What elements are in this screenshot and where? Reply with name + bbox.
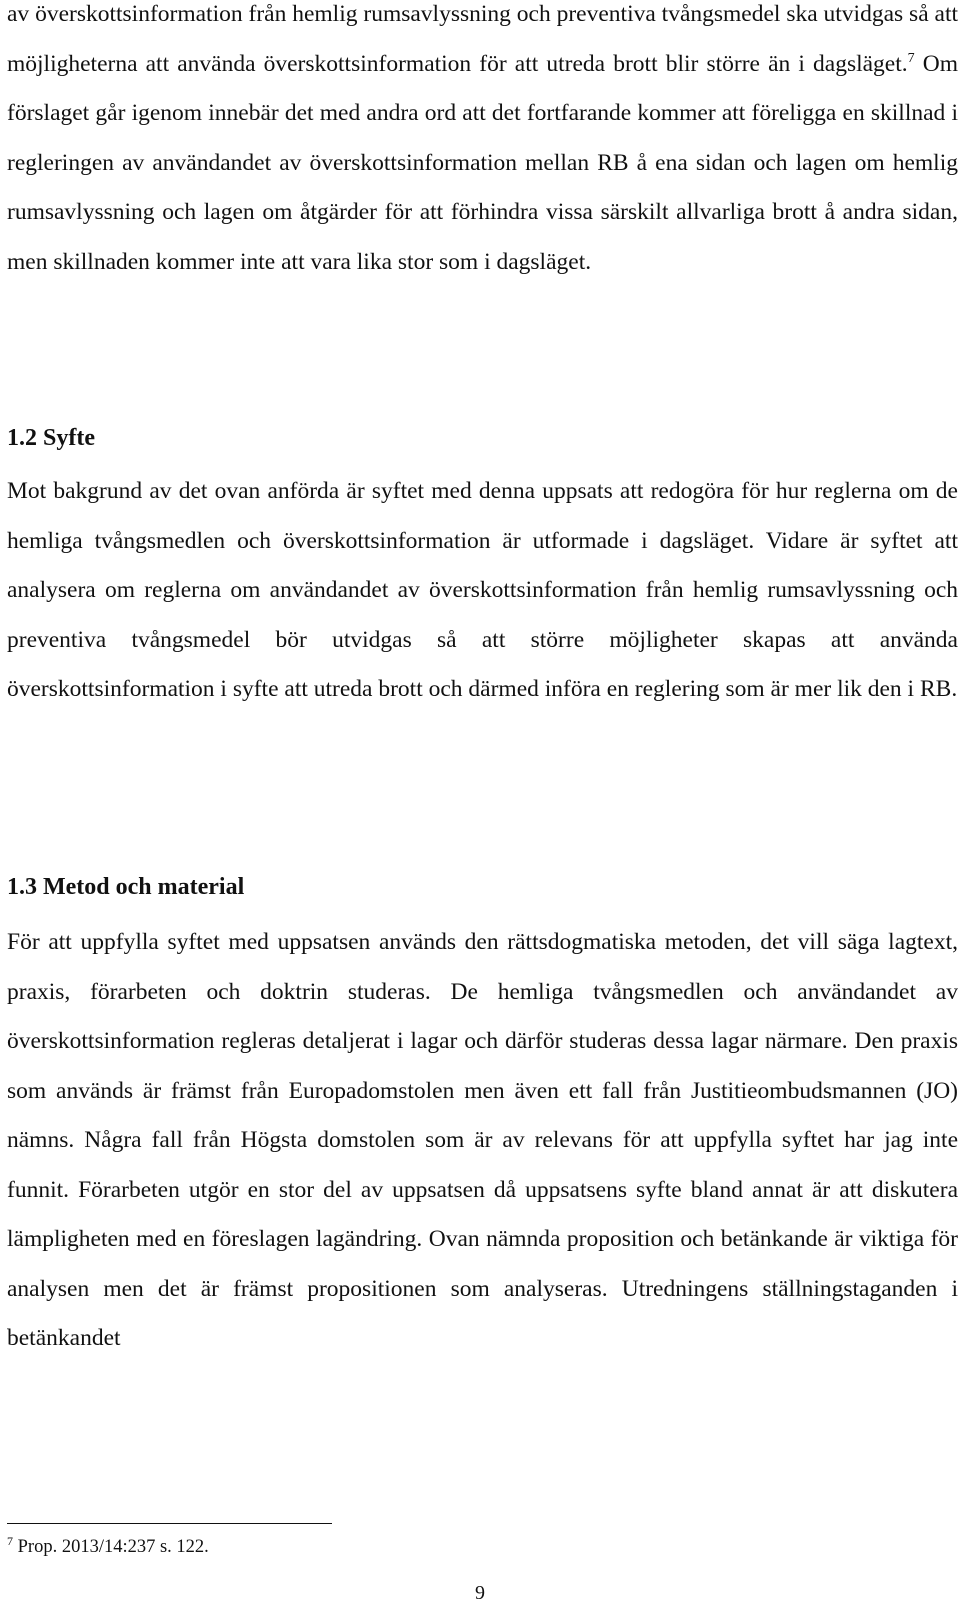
page-number: 9	[475, 1582, 485, 1604]
body-paragraph-syfte: Mot bakgrund av det ovan anförda är syftet med denna uppsats att redogöra för hur reglerna om de hemliga tvångsmedlen och överskottsinformation är utformade i dagsläget. Vidare är syftet att analysera om reglerna om användandet av överskottsinformation från hemlig rumsavlyssning och preventiva tvångsmedel bör utvidgas så att större möjligheter skapas att använda överskottsinformation i syfte att utreda brott och därmed införa en reglering som är mer lik den i RB.	[7, 478, 958, 702]
footnote-reference[interactable]: 7	[907, 50, 915, 66]
paragraph-text-after-footnote: Om förslaget går igenom innebär det med andra ord att det fortfarande kommer att föreligga en skillnad i regleringen av användandet av överskottsinformation mellan RB å ena sidan och lagen om hemlig rumsavlyssning och lagen om åtgärder för att förhindra vissa särskilt allvarliga brott å andra sidan, men skillnaden kommer inte att vara lika stor som i dagsläget.	[7, 50, 959, 275]
section-heading-metod: 1.3 Metod och material	[7, 874, 245, 900]
body-paragraph-metod: För att uppfylla syftet med uppsatsen används den rättsdogmatiska metoden, det vill säga lagtext, praxis, förarbeten och doktrin studeras. De hemliga tvångsmedlen och användandet av överskottsinformation regleras detaljerat i lagar och därför studeras dessa lagar närmare. Den praxis som används är främst från Europadomstolen men även ett fall från Justitieombudsmannen (JO) nämns. Några fall från Högsta domstolen som är av relevans för att uppfylla syftet har jag inte funnit. Förarbeten utgör en stor del av uppsatsen då uppsatsens syfte bland annat är att diskutera lämpligheten med en föreslagen lagändring. Ovan nämnda proposition och betänkande är viktiga för analysen men det är främst propositionen som analyseras. Utredningens ställningstaganden i betänkandet	[7, 929, 958, 1351]
footnote-divider	[7, 1523, 332, 1524]
body-paragraph-intro	[7, 0, 958, 287]
section-heading-syfte: 1.2 Syfte	[7, 425, 95, 451]
footnote-text: Prop. 2013/14:237 s. 122.	[13, 1537, 209, 1557]
paragraph-text-before-footnote: av överskottsinformation från hemlig rumsavlyssning och preventiva tvångsmedel ska utvidgas så att möjligheterna att använda överskottsinformation för att utreda brott blir större än i dagsläget.	[7, 1, 958, 77]
footnote-number: 7	[7, 1534, 13, 1548]
footnote	[7, 1535, 209, 1559]
